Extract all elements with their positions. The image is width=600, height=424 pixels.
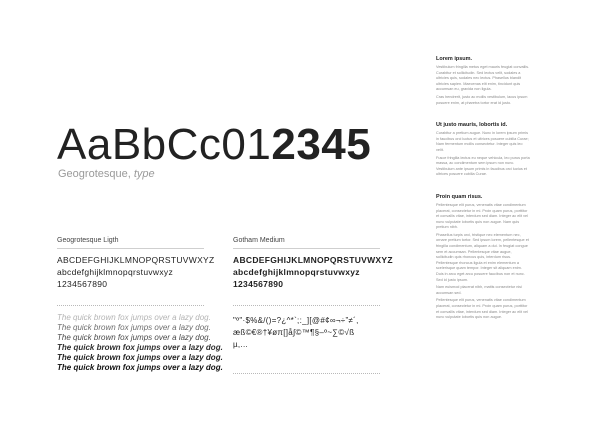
hero-caption [58,168,155,180]
hero-caption-main: Geogrotesque, [58,168,131,180]
pangram-line: The quick brown fox jumps over a lazy dog. [57,343,223,352]
mid-dotted-divider [233,305,380,306]
pangram-line: The quick brown fox jumps over a lazy dog. [57,313,211,322]
left-column-divider [57,248,204,249]
section-heading: Lorem ipsum. [436,56,473,62]
section-paragraph: Vestibulum fringilla metus eget mauris feugiat convallis. Curabitur et sollicitudin. Sed lectus velit, sodales a ultricies quis, sodales nec lectus. Phasellus blandit ultricies sapien. Maecenas elit enim, tincidunt quis accumsan eu, gravida non ligula. [436,65,530,92]
right-text-column [436,56,530,323]
section-paragraph: Cras hendrerit, justo ac mollis vestibulum, lacus ipsum posuere enim, at pharetra tortor erat id justo. [436,94,528,105]
left-lowercase: abcdefghijklmnopqrstuvwxyz [57,267,173,277]
mid-bottom-dotted-divider [233,373,380,374]
section-paragraph: Curabitur a pretium augue. Nunc in lorem ipsum primis in faucibus orci luctus et ultrices posuere cubilia Curae; Nam fermentum mollis consectetur. Integer quis leo velit. [436,131,529,152]
section-paragraph: Pellentesque elit purus, venenatis vitae condimentum placerat, consectetur in mi. Proin quam purus, porttitor et convallis vitae, interdum sed diam. Integer ac elit vel nunc vulputate lobortis quis non augue. Nam quis pretium nibh. [436,202,529,230]
mid-symbols-2: æß©€®†¥øπ[]å∫©™¶§–º~∑©√ß [233,328,355,337]
left-column-title: Geogrotesque Ligth [57,237,119,244]
specimen-hero [57,121,371,169]
mid-uppercase: ABCDEFGHIJKLMNOPQRSTUVWXYZ [233,255,393,265]
section-heading: Proin quam risus. [436,193,483,200]
section-paragraph: Pellentesque elit purus, venenatis vitae condimentum placerat, consectetur in mi. Proin quam purus, porttitor et convallis vitae, interdum sed diam. Integer ac elit vel nunc vulputate lobortis quis non augue. [436,298,529,320]
left-uppercase: ABCDEFGHIJKLMNOPQRSTUVWXYZ [57,255,215,265]
mid-column-divider [233,248,380,249]
pangram-line: The quick brown fox jumps over a lazy dog. [57,333,211,342]
hero-caption-sub: type [130,168,155,180]
pangram-line: The quick brown fox jumps over a lazy dog. [57,363,223,372]
mid-symbols-1: "º"·$%&/()=?¿^*`;:_][@#¢∞¬÷”≠´, [233,316,359,325]
mid-digits: 1234567890 [233,279,284,289]
hero-light-text: AaBbCc01 [57,120,272,169]
section-heading: Ut justo mauris, lobortis id. [436,122,508,129]
section-paragraph: Phasellus turpis orci, tristique nec elementum nec, ornare pretium tortor. Sed ipsum lorem, pellentesque et fringilla condimentum, aliquam a dui. In feugiat congue sem et accumsan. Pellentesque vitae augue, sollicitudin quis rhoncus quis, interdum risus. Pellentesque rhoncus ligula et enim elementum a scelerisque quam tempor. Integer sit aliquam enim. Duis in arcu eget arcu posuere faucibus non et nunc. Sed id justo ipsum. [436,232,529,282]
pangram-list [57,313,223,373]
pangram-line: The quick brown fox jumps over a lazy dog. [57,323,211,332]
section-paragraph: Fusce fringilla lectus eu neque vehicula, leo purus porta massa, ac condimentum sem ipsum non nunc. Vestibulum ante ipsum primis in faucibus orci luctus et ultrices posuere cubilia Curae. [436,155,530,177]
section-spacer [436,180,530,194]
section-spacer [436,108,530,122]
text-section [436,194,530,321]
text-section [436,122,530,178]
pangram-line: The quick brown fox jumps over a lazy dog. [57,353,223,362]
section-paragraph: Nam euismod placerat nibh, mattis consectetur nisi accumsan sed. [436,285,522,295]
mid-lowercase: abcdefghijklmnopqrstuvwxyz [233,267,360,277]
mid-column-title: Gotham Medium [233,237,285,244]
left-digits: 1234567890 [57,279,108,289]
text-section [436,56,530,106]
hero-bold-text: 2345 [271,120,372,169]
mid-symbols-3: µ,... [233,340,248,349]
left-dotted-divider [57,305,204,306]
